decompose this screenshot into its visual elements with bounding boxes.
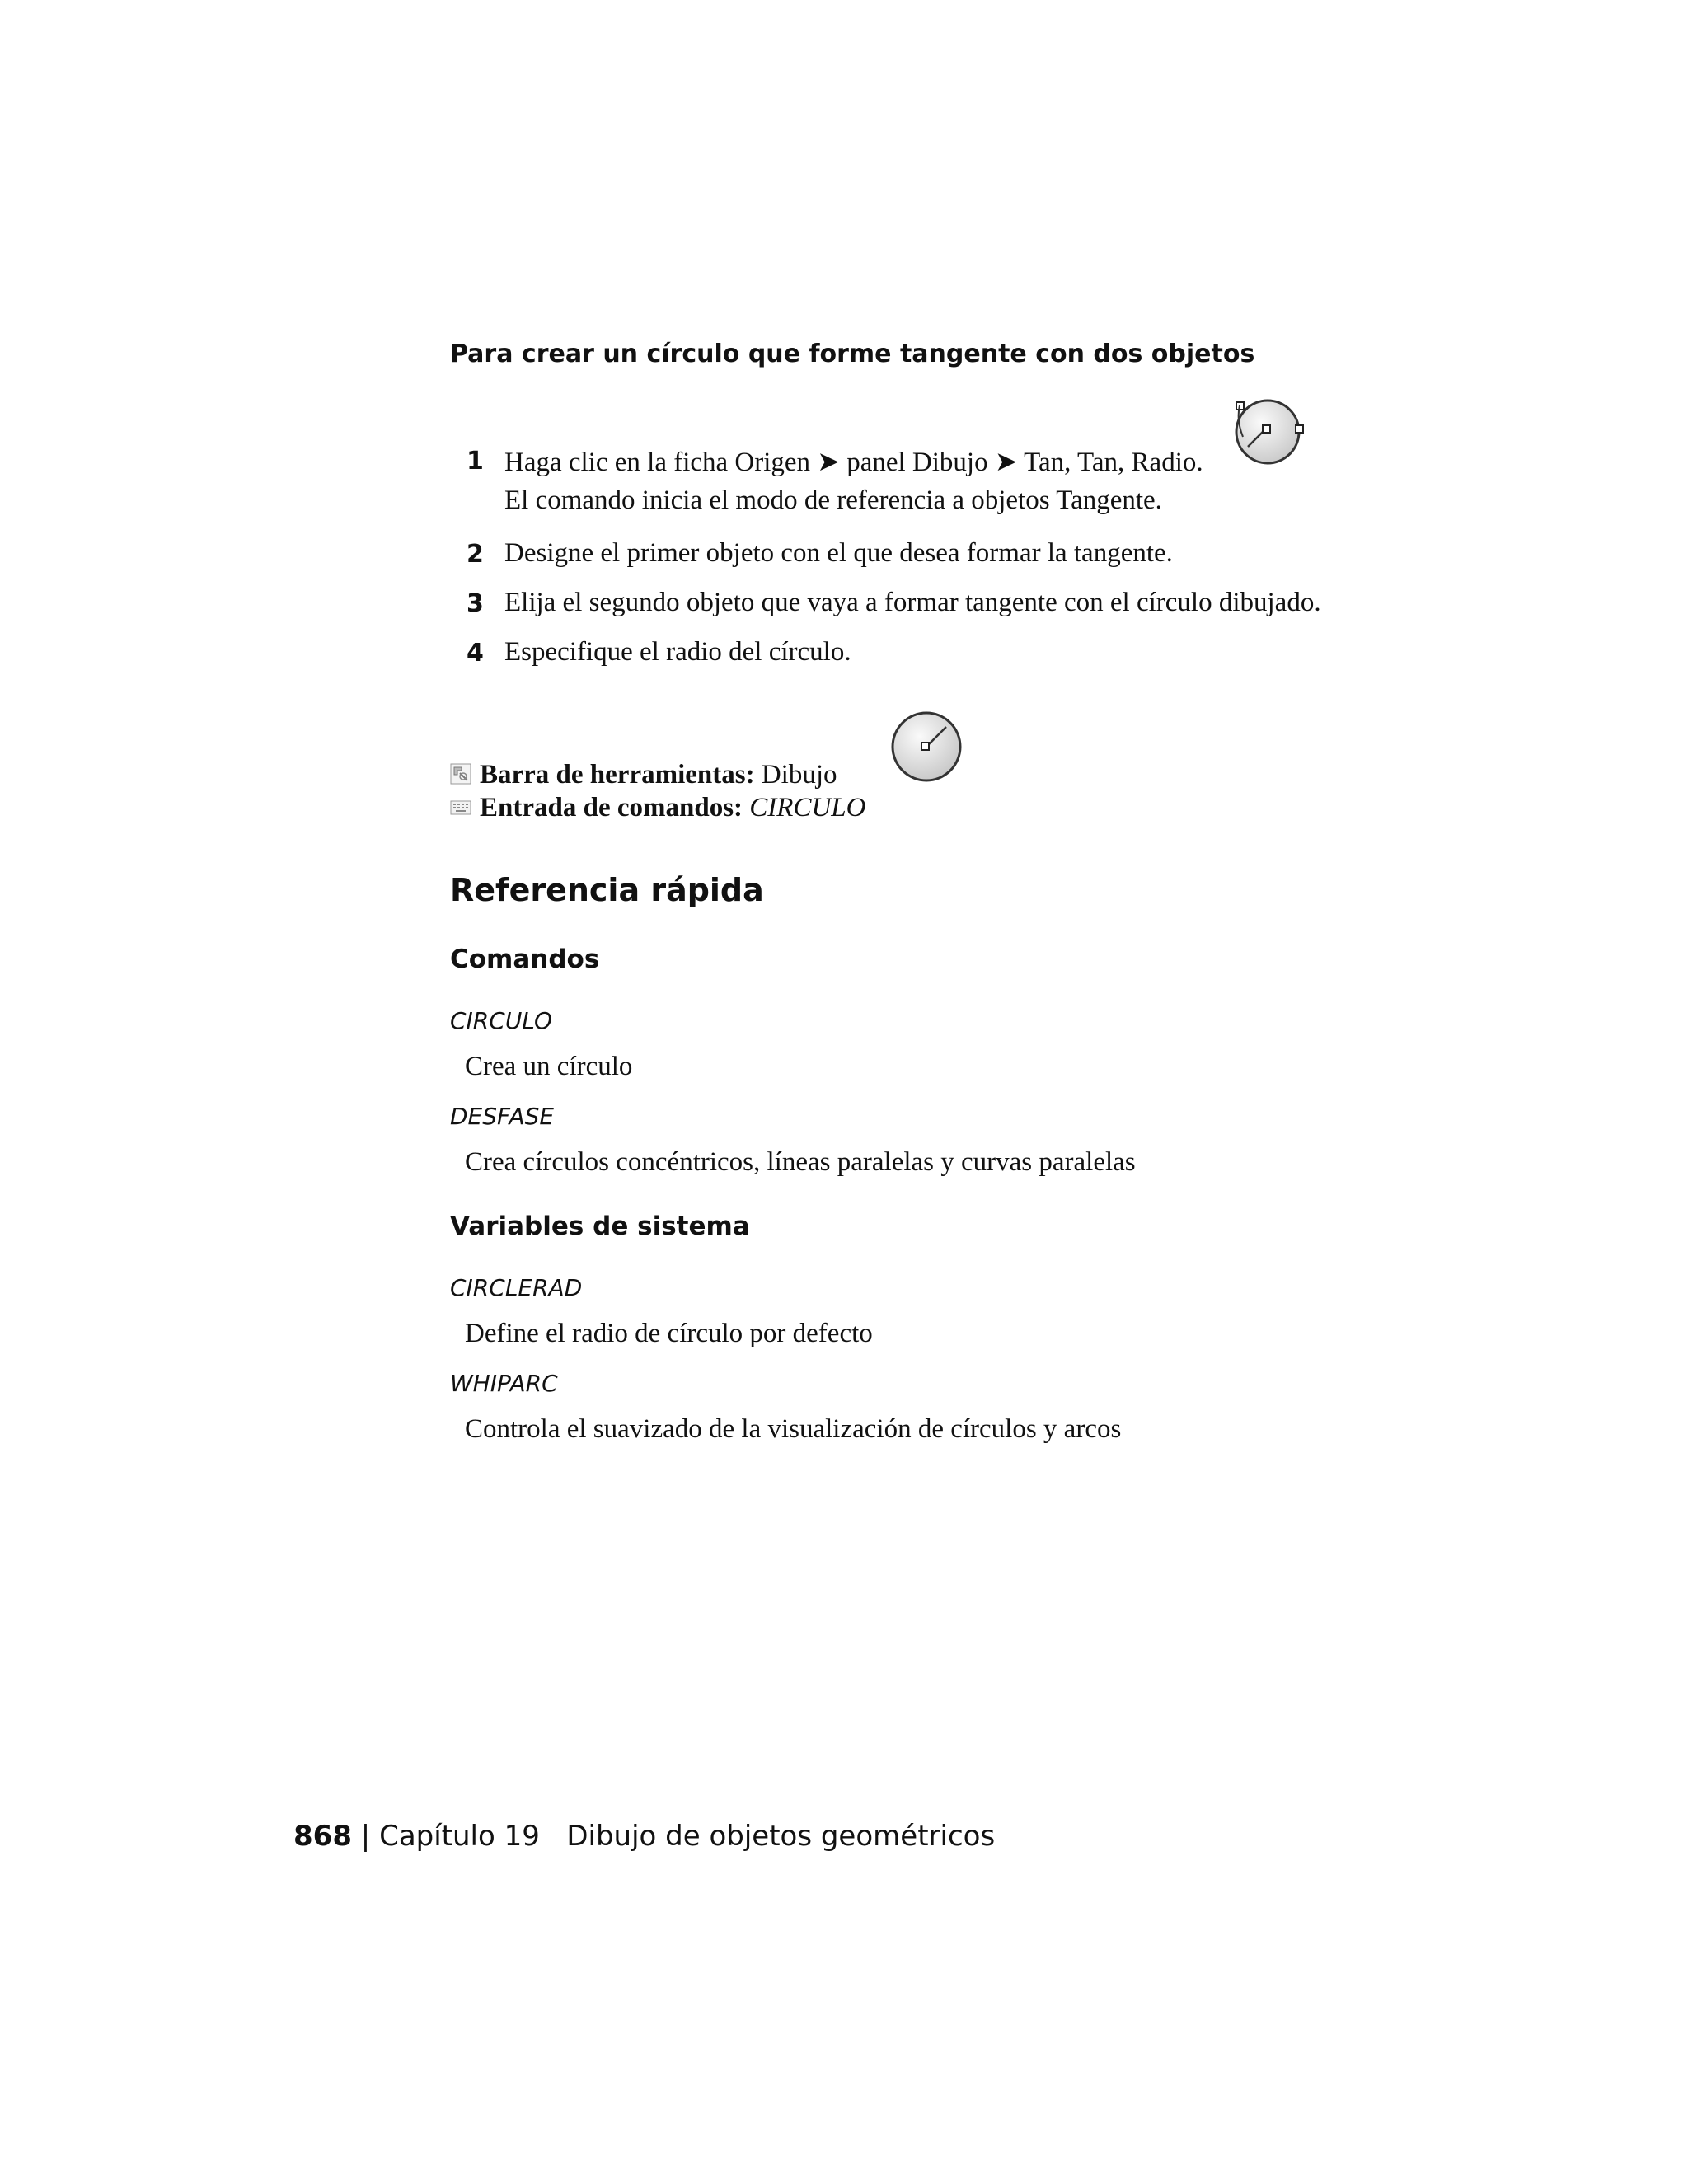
keyboard-icon: [450, 799, 471, 816]
footer-separator: |: [360, 1820, 371, 1853]
command-description: Crea círculos concéntricos, líneas paralelas y curvas paralelas: [465, 1147, 1136, 1177]
sysvar-term: CIRCLERAD: [450, 1274, 583, 1301]
tan-tan-radius-icon: [1231, 396, 1307, 468]
step-text: Haga clic en la ficha Origen ➤ panel Dibujo ➤ Tan, Tan, Radio.: [504, 448, 1203, 477]
command-entry-label: Entrada de comandos:: [480, 793, 743, 823]
commands-heading: Comandos: [450, 944, 600, 974]
page-footer: [293, 1820, 995, 1853]
step-text-continued: El comando inicia el modo de referencia a objetos Tangente.: [504, 485, 1162, 515]
step-text: Designe el primer objeto con el que desea formar la tangente.: [504, 538, 1173, 568]
toolbar-line: [480, 760, 837, 790]
page-number: 868: [293, 1820, 352, 1853]
toolbar-label: Barra de herramientas:: [480, 760, 755, 790]
step-number: 1: [467, 447, 484, 476]
section-heading: Referencia rápida: [450, 872, 764, 908]
step-text: Especifique el radio del círculo.: [504, 637, 851, 667]
circle-center-radius-icon: [889, 709, 964, 785]
sysvar-term: WHIPARC: [450, 1370, 558, 1397]
toolbar-icon: [450, 763, 471, 785]
toolbar-value: Dibujo: [761, 760, 837, 790]
sysvar-description: Define el radio de círculo por defecto: [465, 1319, 873, 1348]
step-number: 3: [467, 589, 484, 618]
step-text: Elija el segundo objeto que vaya a formar tangente con el círculo dibujado.: [504, 588, 1321, 617]
chapter-label: Capítulo 19: [379, 1820, 540, 1853]
chapter-title: Dibujo de objetos geométricos: [566, 1820, 996, 1853]
sysvars-heading: Variables de sistema: [450, 1212, 750, 1241]
command-description: Crea un círculo: [465, 1052, 633, 1081]
step-number: 2: [467, 540, 484, 569]
sysvar-description: Controla el suavizado de la visualización de círculos y arcos: [465, 1414, 1122, 1444]
command-term: CIRCULO: [450, 1007, 553, 1034]
command-entry-line: [480, 793, 865, 823]
step-number: 4: [467, 639, 484, 668]
procedure-title: Para crear un círculo que forme tangente con dos objetos: [450, 340, 1255, 368]
command-entry-value: CIRCULO: [749, 793, 866, 823]
command-term: DESFASE: [450, 1103, 555, 1130]
